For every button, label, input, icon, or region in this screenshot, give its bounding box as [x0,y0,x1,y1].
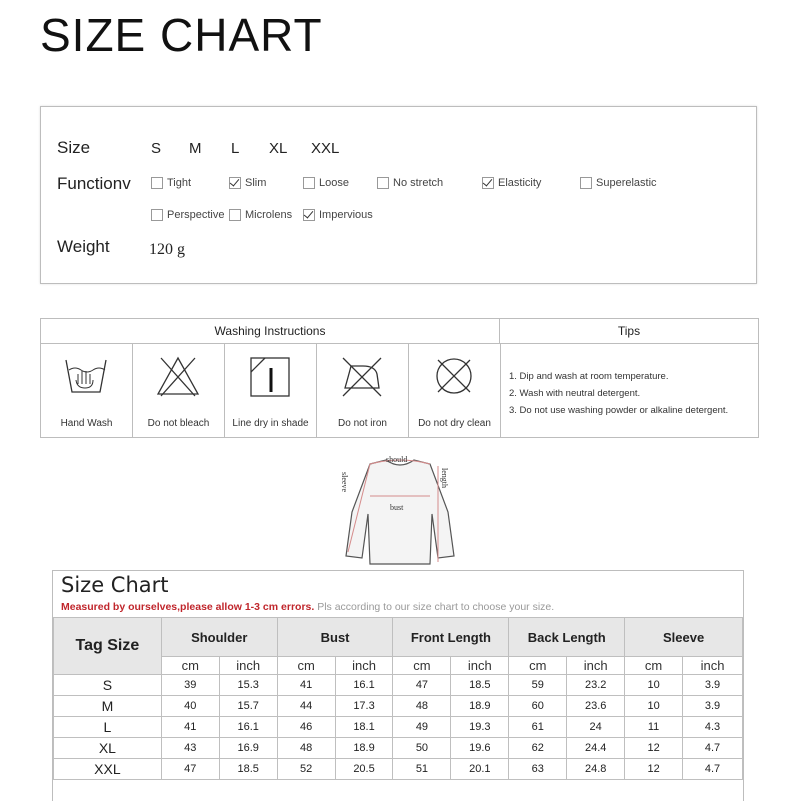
unit-cell: cm [277,657,335,675]
function-slim: Slim [229,177,266,189]
size-chart-note-warning: Measured by ourselves,please allow 1-3 cm errors. [61,601,315,613]
checkbox-checked-icon [482,177,494,189]
measurement-cell: 18.5 [219,759,277,780]
measurement-cell: 40 [161,696,219,717]
washing-panel [40,318,759,438]
measurement-cell: 10 [625,696,683,717]
table-header-row [54,618,743,657]
measurement-cell: 12 [625,738,683,759]
function-superelastic: Superelastic [580,177,657,189]
tips-header: Tips [500,319,758,344]
no-bleach-icon [155,354,201,398]
unit-cell: inch [683,657,743,675]
measurement-cell: 43 [161,738,219,759]
diagram-length-label: length [440,468,449,488]
unit-cell: inch [451,657,509,675]
checkbox-icon [229,209,241,221]
wash-item-no-bleach [133,344,225,437]
function-tight: Tight [151,177,191,189]
back-length-header: Back Length [509,618,625,657]
measurement-cell: 20.1 [451,759,509,780]
table-row [54,759,743,780]
wash-label: Do not iron [338,418,387,429]
diagram-shoulder-label: should [386,455,408,464]
shoulder-header: Shoulder [161,618,277,657]
wash-label: Line dry in shade [232,418,309,429]
washing-header: Washing Instructions [41,319,500,344]
weight-label: Weight [57,237,110,256]
size-option-s: S [151,140,162,157]
unit-cell: inch [335,657,393,675]
measurement-cell: 24 [567,717,625,738]
measurement-cell: 4.3 [683,717,743,738]
measurement-cell: 48 [393,696,451,717]
size-chart-title: Size Chart [61,573,169,597]
page-title: SIZE CHART [40,9,323,61]
unit-cell: cm [509,657,567,675]
size-option-xl: XL [269,140,288,157]
function-loose: Loose [303,177,349,189]
bust-header: Bust [277,618,393,657]
measurement-cell: 15.3 [219,675,277,696]
checkbox-checked-icon [303,209,315,221]
unit-cell: cm [393,657,451,675]
table-row [54,696,743,717]
tip-item: 2. Wash with neutral detergent. [509,388,641,399]
size-cell: XL [54,738,162,759]
size-option-m: M [189,140,202,157]
wash-item-line-dry [225,344,317,437]
measurement-cell: 18.1 [335,717,393,738]
measurement-cell: 18.9 [451,696,509,717]
checkbox-icon [151,209,163,221]
checkbox-icon [377,177,389,189]
measurement-cell: 11 [625,717,683,738]
diagram-sleeve-label: sleeve [340,472,349,492]
measurement-cell: 59 [509,675,567,696]
table-row [54,717,743,738]
size-table [53,617,743,780]
measurement-cell: 52 [277,759,335,780]
measurement-cell: 47 [161,759,219,780]
function-elasticity: Elasticity [482,177,541,189]
size-chart-note [61,601,554,613]
measurement-cell: 10 [625,675,683,696]
size-cell: L [54,717,162,738]
size-cell: XXL [54,759,162,780]
garment-measurement-diagram [330,452,470,568]
measurement-cell: 19.6 [451,738,509,759]
measurement-cell: 12 [625,759,683,780]
table-row [54,738,743,759]
size-cell: M [54,696,162,717]
tip-item: 3. Do not use washing powder or alkaline detergent. [509,405,729,416]
measurement-cell: 16.9 [219,738,277,759]
unit-cell: cm [161,657,219,675]
measurement-cell: 16.1 [335,675,393,696]
checkbox-icon [151,177,163,189]
measurement-cell: 41 [277,675,335,696]
measurement-cell: 39 [161,675,219,696]
size-chart-panel [52,570,744,801]
wash-item-no-iron [317,344,409,437]
function-perspective: Perspective [151,209,224,221]
measurement-cell: 23.6 [567,696,625,717]
measurement-cell: 60 [509,696,567,717]
measurement-cell: 3.9 [683,696,743,717]
no-iron-icon [339,354,385,398]
unit-cell: inch [219,657,277,675]
size-label: Size [57,138,91,157]
measurement-cell: 18.9 [335,738,393,759]
measurement-cell: 20.5 [335,759,393,780]
measurement-cell: 61 [509,717,567,738]
measurement-cell: 15.7 [219,696,277,717]
wash-item-no-dry-clean [409,344,501,437]
checkbox-icon [580,177,592,189]
measurement-cell: 47 [393,675,451,696]
measurement-cell: 17.3 [335,696,393,717]
function-microlens: Microlens [229,209,292,221]
wash-label: Do not dry clean [418,418,491,429]
measurement-cell: 48 [277,738,335,759]
measurement-cell: 3.9 [683,675,743,696]
wash-item-hand-wash [41,344,133,437]
table-row [54,675,743,696]
measurement-cell: 18.5 [451,675,509,696]
size-chart-note-advice: Pls according to our size chart to choose your size. [314,601,555,613]
measurement-cell: 41 [161,717,219,738]
measurement-cell: 23.2 [567,675,625,696]
size-option-l: L [231,140,240,157]
tag-size-header: Tag Size [54,618,162,675]
checkbox-checked-icon [229,177,241,189]
wash-label: Do not bleach [147,418,210,429]
measurement-cell: 4.7 [683,759,743,780]
measurement-cell: 4.7 [683,738,743,759]
unit-cell: inch [567,657,625,675]
hand-wash-icon [63,354,109,398]
spec-panel [40,106,757,284]
function-label: Functionv [57,174,131,193]
line-dry-shade-icon [247,354,293,398]
measurement-cell: 19.3 [451,717,509,738]
sleeve-header: Sleeve [625,618,743,657]
diagram-bust-label: bust [390,503,404,512]
measurement-cell: 16.1 [219,717,277,738]
tip-item: 1. Dip and wash at room temperature. [509,371,669,382]
measurement-cell: 49 [393,717,451,738]
measurement-cell: 50 [393,738,451,759]
no-dry-clean-icon [431,354,477,398]
front-length-header: Front Length [393,618,509,657]
measurement-cell: 46 [277,717,335,738]
size-option-xxl: XXL [311,140,340,157]
function-no-stretch: No stretch [377,177,443,189]
weight-value: 120 g [149,241,185,258]
unit-cell: cm [625,657,683,675]
measurement-cell: 62 [509,738,567,759]
wash-label: Hand Wash [60,418,113,429]
measurement-cell: 24.8 [567,759,625,780]
measurement-cell: 63 [509,759,567,780]
function-impervious: Impervious [303,209,373,221]
checkbox-icon [303,177,315,189]
measurement-cell: 24.4 [567,738,625,759]
measurement-cell: 51 [393,759,451,780]
size-cell: S [54,675,162,696]
measurement-cell: 44 [277,696,335,717]
